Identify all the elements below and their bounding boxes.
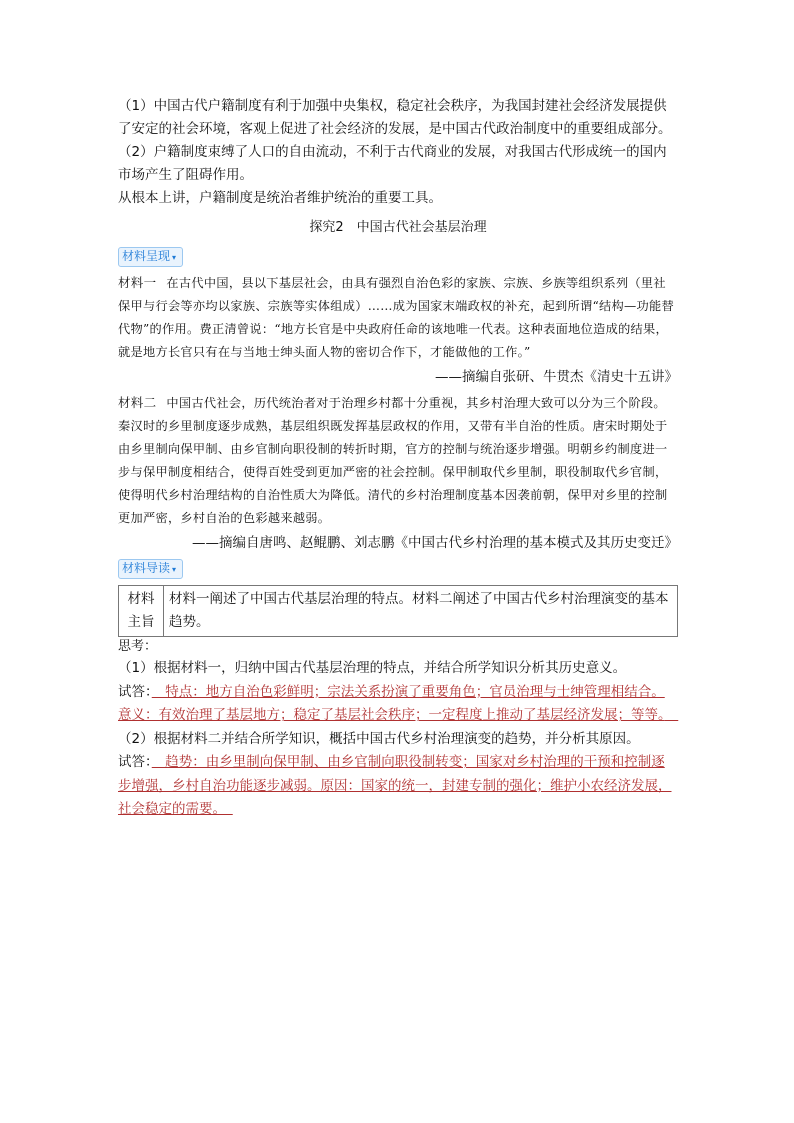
answer-1	[118, 681, 678, 728]
guide-label-line-1: 材料	[127, 591, 155, 607]
answer-2-prefix: 试答：	[118, 754, 152, 770]
section-title: 探究2 中国古代社会基层治理	[309, 220, 487, 235]
material-1-text: 在古代中国，县以下基层社会，由具有强烈自治色彩的家族、宗族、乡族等组织系列（里社保甲与行会等亦均以家族、宗族等实体组成）……成为国家末端政权的补充，起到所谓“结构—功能替代物”的作用。费正清曾说：“地方长官是中央政府任命的该地唯一代表。这种表面地位造成的结果，就是地方长官只有在与当地士绅头面人物的密切合作下，才能做他的工作。”	[118, 276, 674, 359]
question-2: （2）根据材料二并结合所学知识，概括中国古代乡村治理演变的趋势，并分析其原因。	[118, 730, 640, 747]
material-tag: 材料呈现 ▾	[118, 247, 183, 267]
think-label: 思考：	[118, 639, 158, 654]
material-2-text: 中国古代社会，历代统治者对于治理乡村都十分重视，其乡村治理大致可以分为三个阶段。秦汉时的乡里制度逐步成熟，基层组织既发挥基层政权的作用，又带有半自治的性质。唐宋时期处于由乡里制向保甲制、由乡官制向职役制的转折时期，官方的控制与统治逐步增强。明朝乡约制度进一步与保甲制度相结合，使得百姓受到更加严密的社会控制。保甲制取代乡里制，职役制取代乡官制，使得明代乡村治理结构的自治性质大为降低。清代的乡村治理制度基本因袭前朝，保甲对乡里的控制更加严密，乡村自治的色彩越来越弱。	[118, 396, 668, 525]
guide-text-cell: 材料一阐述了中国古代基层治理的特点。材料二阐述了中国古代乡村治理演变的基本趋势。	[164, 586, 678, 637]
guide-label-cell	[119, 586, 164, 637]
intro-paragraph-1: （1）中国古代户籍制度有利于加强中央集权，稳定社会秩序，为我国封建社会经济发展提供了安定的社会环境，客观上促进了社会经济的发展，是中国古代政治制度中的重要组成部分。	[118, 98, 672, 137]
intro-paragraph-3: 从根本上讲，户籍制度是统治者维护统治的重要工具。	[118, 190, 442, 206]
document-page	[118, 95, 678, 822]
material-2-source: ——摘编自唐鸣、赵鲲鹏、刘志鹏《中国古代乡村治理的基本模式及其历史变迁》	[192, 535, 678, 551]
guide-table	[118, 585, 678, 637]
material-1	[118, 271, 678, 364]
intro-paragraph-2: （2）户籍制度束缚了人口的自由流动，不利于古代商业的发展，对我国古代形成统一的国内市场产生了阻碍作用。	[118, 144, 667, 183]
material-1-source: ——摘编自张研、牛贯杰《清史十五讲》	[435, 369, 678, 385]
guide-label-line-2: 主旨	[127, 614, 155, 630]
answer-2	[118, 751, 678, 822]
material-2-label: 材料二	[118, 395, 157, 410]
question-1: （1）根据材料一，归纳中国古代基层治理的特点，并结合所学知识分析其历史意义。	[118, 660, 627, 676]
guide-tag: 材料导读 ▾	[118, 559, 183, 579]
answer-1-prefix: 试答：	[118, 683, 152, 700]
answer-2-text: 趋势：由乡里制向保甲制、由乡官制向职役制转变；国家对乡村治理的干预和控制逐步增强，乡村自治功能逐步减弱。原因：国家的统一，封建专制的强化；维护小农经济发展，社会稳定的需要。	[118, 754, 672, 817]
material-1-label: 材料一	[118, 275, 157, 290]
answer-1-text: 特点：地方自治色彩鲜明；宗法关系扮演了重要角色；官员治理与士绅管理相结合。意义：有效治理了基层地方；稳定了基层社会秩序；一定程度上推动了基层经济发展；等等。	[118, 683, 679, 723]
material-2	[118, 391, 678, 530]
